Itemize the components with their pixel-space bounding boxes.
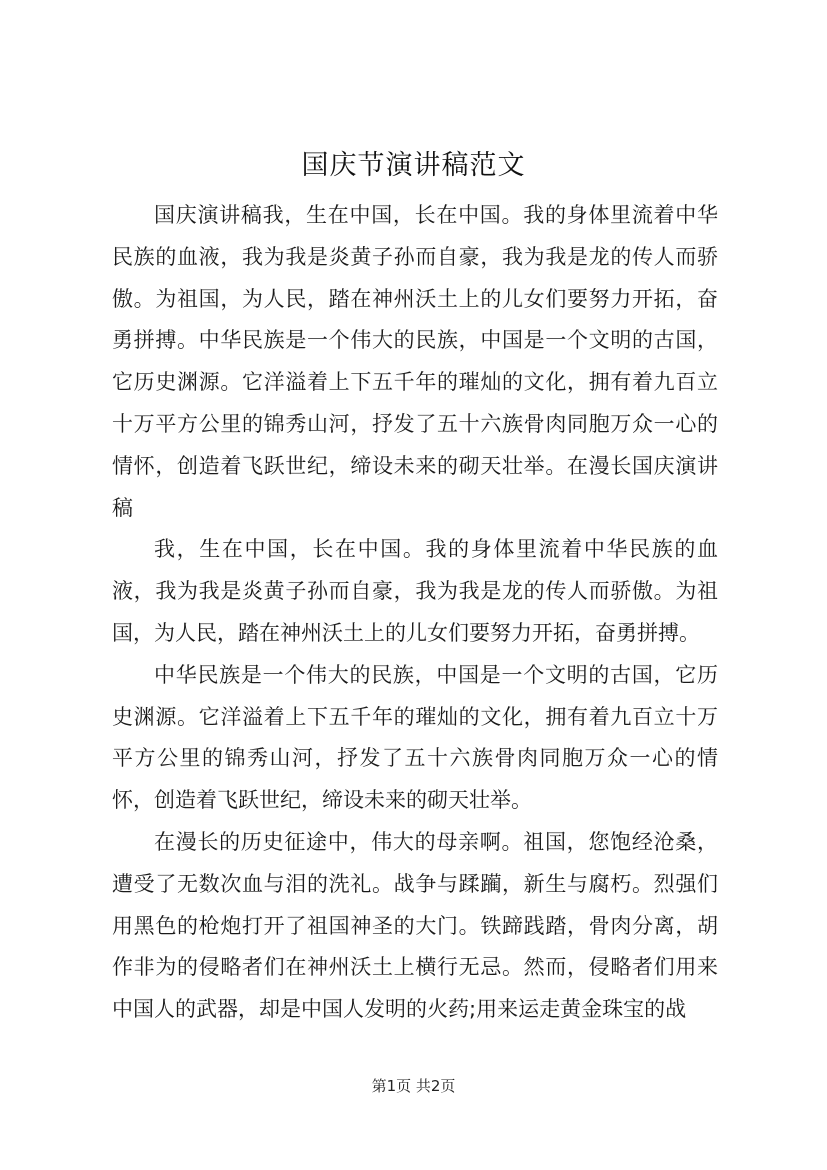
paragraph-3: 中华民族是一个伟大的民族，中国是一个文明的古国，它历史渊源。它洋溢着上下五千年的璀灿的文化，拥有着九百立十万平方公里的锦秀山河，抒发了五十六族骨肉同胞万众一心的情怀，创造着飞跃世纪，缔设未来的砌天壮举。 [112, 662, 718, 813]
document-body [112, 195, 718, 1031]
paragraph-2: 我，生在中国，长在中国。我的身体里流着中华民族的血液，我为我是炎黄子孙而自豪，我为我是龙的传人而骄傲。为祖国，为人民，踏在神州沃土上的儿女们要努力开拓，奋勇拼搏。 [112, 537, 718, 645]
page-number-footer: 第1页 共2页 [371, 1077, 456, 1095]
paragraph-4: 在漫长的历史征途中，伟大的母亲啊。祖国，您饱经沧桑，遭受了无数次血与泪的洗礼。战争与蹂躏，新生与腐朽。烈强们用黑色的枪炮打开了祖国神圣的大门。铁蹄践踏，骨肉分离，胡作非为的侵略者们在神州沃土上横行无忌。然而，侵略者们用来中国人的武器，却是中国人发明的火药;用来运走黄金珠宝的战 [112, 829, 718, 1022]
document-title: 国庆节演讲稿范文 [301, 150, 526, 181]
paragraph-1: 国庆演讲稿我，生在中国，长在中国。我的身体里流着中华民族的血液，我为我是炎黄子孙而自豪，我为我是龙的传人而骄傲。为祖国，为人民，踏在神州沃土上的儿女们要努力开拓，奋勇拼搏。中华民族是一个伟大的民族，中国是一个文明的古国，它历史渊源。它洋溢着上下五千年的璀灿的文化，拥有着九百立十万平方公里的锦秀山河，抒发了五十六族骨肉同胞万众一心的情怀，创造着飞跃世纪，缔设未来的砌天壮举。在漫长国庆演讲稿 [112, 203, 718, 520]
